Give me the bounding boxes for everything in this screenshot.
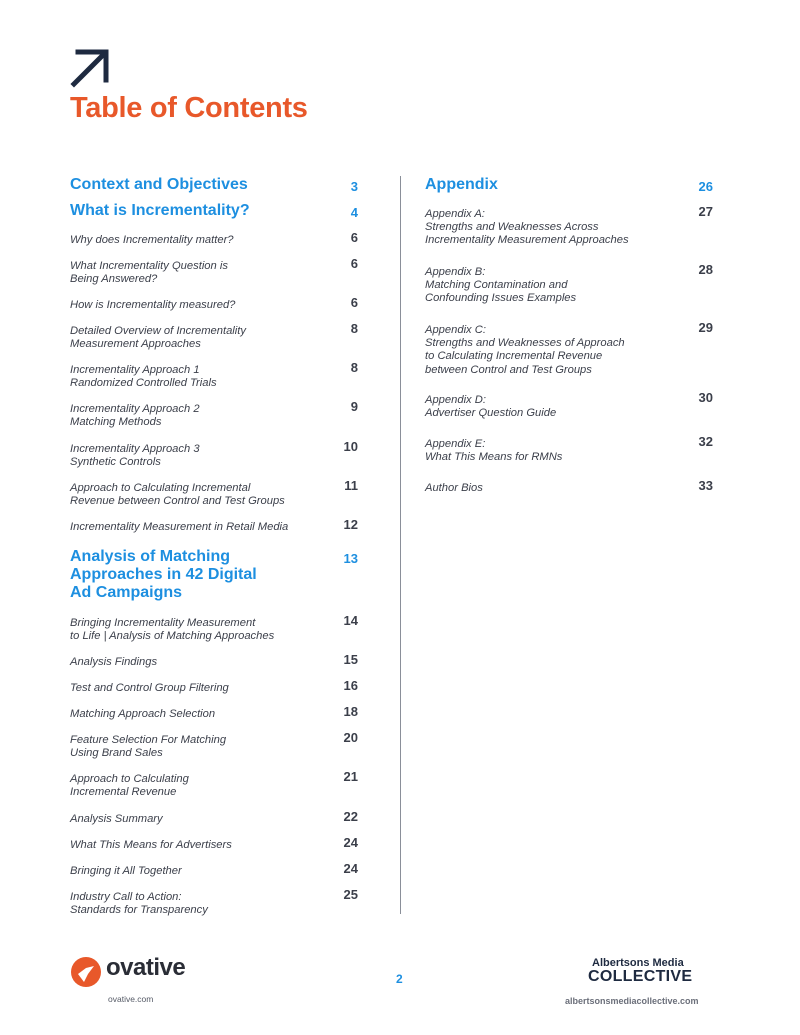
toc-subsection-entry[interactable] <box>70 730 358 760</box>
toc-entry-page: 16 <box>343 678 358 693</box>
toc-subsection-entry[interactable] <box>70 439 358 469</box>
toc-subsection-entry[interactable] <box>425 478 713 495</box>
toc-section-entry[interactable] <box>70 176 358 194</box>
toc-entry-page: 21 <box>343 769 358 784</box>
toc-entry-page: 25 <box>343 887 358 902</box>
toc-subsection-entry[interactable] <box>70 678 358 695</box>
toc-entry-page: 9 <box>350 399 358 414</box>
toc-subsection-entry[interactable] <box>70 835 358 852</box>
toc-subsection-entry[interactable] <box>70 321 358 351</box>
toc-entry-page: 18 <box>343 704 358 719</box>
toc-entry-page: 6 <box>350 256 358 271</box>
toc-section-entry[interactable] <box>70 548 358 602</box>
toc-entry-page: 10 <box>343 439 358 454</box>
toc-entry-page: 11 <box>344 478 358 493</box>
toc-entry-page: 32 <box>698 434 713 449</box>
albertsons-logo-bottom: COLLECTIVE <box>588 968 693 985</box>
toc-subsection-entry[interactable] <box>425 262 713 306</box>
toc-subsection-entry[interactable] <box>425 204 713 248</box>
toc-entry-label: Appendix A: Strengths and Weaknesses Across Incrementality Measurement Approaches <box>425 208 629 247</box>
toc-entry-page: 8 <box>350 360 358 375</box>
toc-entry-page: 26 <box>698 179 713 194</box>
toc-entry-page: 14 <box>343 613 358 628</box>
toc-entry-label: Detailed Overview of Incrementality Measurement Approaches <box>70 325 246 351</box>
toc-entry-page: 29 <box>698 320 713 335</box>
toc-entry-label: Incrementality Approach 3 Synthetic Controls <box>70 443 200 469</box>
arrow-up-right-icon <box>68 46 112 90</box>
toc-entry-label: Analysis of Matching Approaches in 42 Digital Ad Campaigns <box>70 548 257 601</box>
toc-entry-page: 27 <box>698 204 713 219</box>
toc-entry-page: 30 <box>698 390 713 405</box>
toc-entry-label: Context and Objectives <box>70 176 248 193</box>
toc-entry-label: Test and Control Group Filtering <box>70 682 229 694</box>
toc-entry-label: Incrementality Measurement in Retail Media <box>70 521 289 533</box>
toc-entry-label: Approach to Calculating Incremental Revenue <box>70 773 189 799</box>
toc-entry-page: 4 <box>350 205 358 220</box>
toc-entry-page: 33 <box>698 478 713 493</box>
toc-subsection-entry[interactable] <box>70 256 358 286</box>
toc-entry-label: Bringing it All Together <box>70 865 182 877</box>
toc-entry-label: Feature Selection For Matching Using Brand Sales <box>70 734 227 760</box>
toc-section-entry[interactable] <box>70 202 358 220</box>
toc-entry-label: Appendix C: Strengths and Weaknesses of Approach to Calculating Incremental Revenue between Control and Test Groups <box>425 324 625 376</box>
toc-entry-label: Approach to Calculating Incremental Revenue between Control and Test Groups <box>70 482 285 508</box>
toc-entry-page: 6 <box>350 230 358 245</box>
toc-entry-label: Appendix <box>425 176 498 193</box>
toc-entry-page: 3 <box>350 179 358 194</box>
toc-entry-label: Analysis Summary <box>70 813 163 825</box>
toc-subsection-entry[interactable] <box>70 399 358 429</box>
toc-entry-page: 20 <box>343 730 358 745</box>
toc-entry-label: How is Incrementality measured? <box>70 299 236 311</box>
albertsons-logo-top: Albertsons Media <box>592 957 684 969</box>
toc-entry-page: 6 <box>350 295 358 310</box>
toc-subsection-entry[interactable] <box>425 320 713 377</box>
toc-section-entry[interactable] <box>425 176 713 194</box>
toc-entry-page: 8 <box>350 321 358 336</box>
toc-subsection-entry[interactable] <box>425 434 713 464</box>
toc-entry-page: 28 <box>698 262 713 277</box>
toc-entry-label: Why does Incrementality matter? <box>70 234 234 246</box>
toc-entry-label: Analysis Findings <box>70 656 158 668</box>
toc-entry-page: 13 <box>343 551 358 566</box>
column-divider <box>400 176 401 914</box>
toc-subsection-entry[interactable] <box>70 295 358 312</box>
albertsons-url[interactable]: albertsonsmediacollective.com <box>565 996 699 1006</box>
toc-entry-label: What Incrementality Question is Being Answered? <box>70 260 228 286</box>
toc-entry-label: Author Bios <box>425 482 483 494</box>
ovative-url[interactable]: ovative.com <box>108 994 154 1004</box>
toc-entry-label: Appendix E: What This Means for RMNs <box>425 438 563 464</box>
page-number: 2 <box>396 972 403 986</box>
toc-entry-label: Appendix D: Advertiser Question Guide <box>425 394 557 420</box>
toc-subsection-entry[interactable] <box>70 887 358 917</box>
toc-subsection-entry[interactable] <box>70 652 358 669</box>
toc-entry-label: Appendix B: Matching Contamination and Confounding Issues Examples <box>425 266 577 305</box>
toc-subsection-entry[interactable] <box>70 230 358 247</box>
toc-entry-label: Matching Approach Selection <box>70 708 216 720</box>
toc-entry-label: What is Incrementality? <box>70 202 250 219</box>
toc-entry-label: Incrementality Approach 1 Randomized Controlled Trials <box>70 364 217 390</box>
toc-entry-page: 22 <box>343 809 358 824</box>
toc-entry-label: Incrementality Approach 2 Matching Methods <box>70 403 200 429</box>
toc-subsection-entry[interactable] <box>70 809 358 826</box>
toc-subsection-entry[interactable] <box>70 769 358 799</box>
ovative-wordmark: ovative <box>106 954 186 981</box>
toc-subsection-entry[interactable] <box>70 704 358 721</box>
toc-entry-label: What This Means for Advertisers <box>70 839 232 851</box>
toc-subsection-entry[interactable] <box>70 478 358 508</box>
ovative-logo <box>70 954 200 988</box>
toc-entry-page: 12 <box>343 517 358 532</box>
toc-entry-label: Industry Call to Action: Standards for Transparency <box>70 891 208 917</box>
ovative-logo-icon <box>70 956 102 988</box>
toc-subsection-entry[interactable] <box>425 390 713 420</box>
page-title: Table of Contents <box>70 92 308 124</box>
toc-entry-page: 24 <box>343 835 358 850</box>
toc-entry-page: 24 <box>343 861 358 876</box>
toc-subsection-entry[interactable] <box>70 861 358 878</box>
toc-subsection-entry[interactable] <box>70 517 358 534</box>
toc-entry-label: Bringing Incrementality Measurement to Life | Analysis of Matching Approaches <box>70 617 275 643</box>
toc-entry-page: 15 <box>343 652 358 667</box>
toc-subsection-entry[interactable] <box>70 613 358 643</box>
toc-subsection-entry[interactable] <box>70 360 358 390</box>
